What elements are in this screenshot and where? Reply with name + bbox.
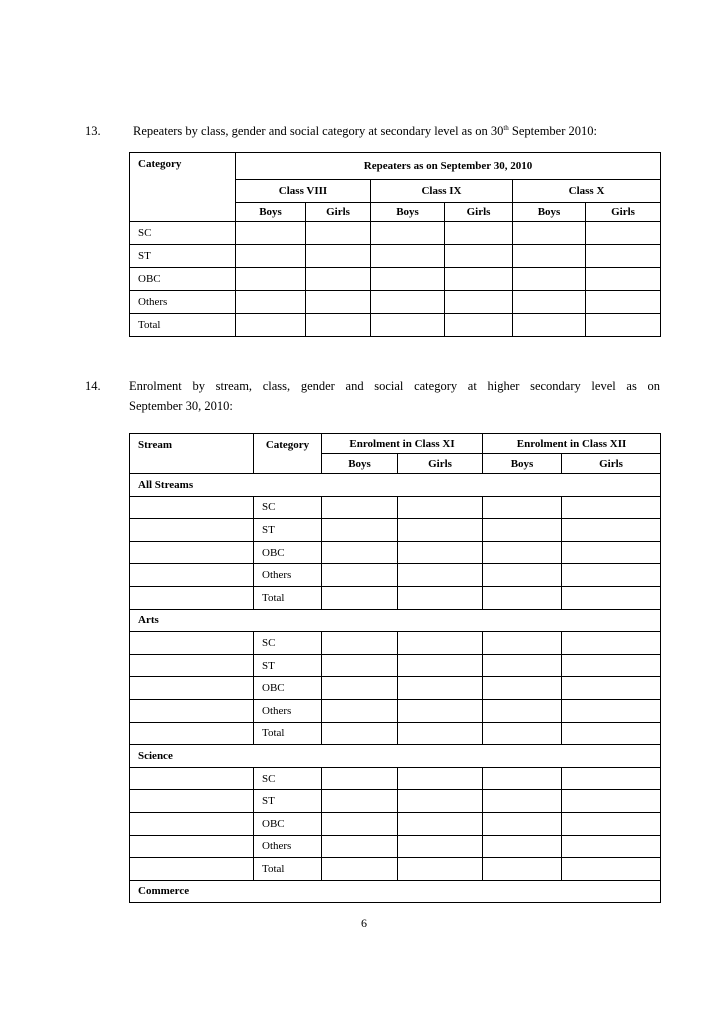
- category-header: Category: [130, 153, 236, 222]
- input-cell[interactable]: [322, 790, 398, 813]
- question-number: 14.: [85, 379, 101, 393]
- input-cell[interactable]: [322, 519, 398, 542]
- input-cell[interactable]: [586, 291, 661, 314]
- input-cell[interactable]: [306, 314, 371, 337]
- repeaters-header: Repeaters as on September 30, 2010: [236, 153, 661, 180]
- input-cell[interactable]: [483, 767, 562, 790]
- girls-header: Girls: [398, 454, 483, 474]
- input-cell[interactable]: [398, 654, 483, 677]
- input-cell[interactable]: [371, 268, 445, 291]
- row-label: Others: [130, 291, 236, 314]
- input-cell[interactable]: [562, 564, 661, 587]
- input-cell[interactable]: [398, 632, 483, 655]
- input-cell[interactable]: [398, 564, 483, 587]
- input-cell[interactable]: [562, 541, 661, 564]
- input-cell[interactable]: [483, 677, 562, 700]
- input-cell[interactable]: [513, 222, 586, 245]
- stream-label: Science: [130, 745, 661, 768]
- table-row: [130, 654, 661, 677]
- stream-label: Commerce: [130, 880, 661, 903]
- girls-header: Girls: [562, 454, 661, 474]
- category-label: Total: [254, 858, 322, 881]
- input-cell[interactable]: [398, 858, 483, 881]
- boys-header: Boys: [483, 454, 562, 474]
- class-ix-header: Class IX: [371, 180, 513, 203]
- input-cell[interactable]: [483, 654, 562, 677]
- input-cell[interactable]: [562, 767, 661, 790]
- input-cell[interactable]: [586, 245, 661, 268]
- input-cell[interactable]: [322, 677, 398, 700]
- table-row: [130, 519, 661, 542]
- question-14: [85, 376, 660, 418]
- table-row: [130, 586, 661, 609]
- category-label: OBC: [254, 541, 322, 564]
- row-label: ST: [130, 245, 236, 268]
- question-text-line: September 30, 2010:: [129, 399, 233, 413]
- input-cell[interactable]: [322, 496, 398, 519]
- input-cell[interactable]: [445, 222, 513, 245]
- input-cell[interactable]: [483, 586, 562, 609]
- stream-row: [130, 880, 661, 903]
- table-row: [130, 767, 661, 790]
- input-cell[interactable]: [130, 564, 254, 587]
- input-cell[interactable]: [130, 812, 254, 835]
- category-label: Total: [254, 586, 322, 609]
- input-cell[interactable]: [483, 722, 562, 745]
- input-cell[interactable]: [398, 699, 483, 722]
- table-row: [130, 835, 661, 858]
- category-label: SC: [254, 632, 322, 655]
- category-label: Total: [254, 722, 322, 745]
- stream-row: [130, 745, 661, 768]
- class-viii-header: Class VIII: [236, 180, 371, 203]
- input-cell[interactable]: [513, 291, 586, 314]
- input-cell[interactable]: [445, 245, 513, 268]
- input-cell[interactable]: [398, 722, 483, 745]
- input-cell[interactable]: [306, 291, 371, 314]
- input-cell[interactable]: [483, 812, 562, 835]
- input-cell[interactable]: [398, 496, 483, 519]
- boys-header: Boys: [236, 203, 306, 222]
- input-cell[interactable]: [236, 222, 306, 245]
- input-cell[interactable]: [562, 858, 661, 881]
- input-cell[interactable]: [130, 722, 254, 745]
- category-label: ST: [254, 519, 322, 542]
- input-cell[interactable]: [322, 699, 398, 722]
- input-cell[interactable]: [398, 519, 483, 542]
- class-xii-header: Enrolment in Class XII: [483, 434, 661, 454]
- stream-row: [130, 474, 661, 497]
- input-cell[interactable]: [586, 268, 661, 291]
- input-cell[interactable]: [562, 586, 661, 609]
- input-cell[interactable]: [483, 496, 562, 519]
- input-cell[interactable]: [586, 314, 661, 337]
- input-cell[interactable]: [398, 812, 483, 835]
- stream-header: Stream: [130, 434, 254, 474]
- category-label: ST: [254, 790, 322, 813]
- input-cell[interactable]: [398, 541, 483, 564]
- input-cell[interactable]: [562, 632, 661, 655]
- input-cell[interactable]: [513, 268, 586, 291]
- table-row: [130, 790, 661, 813]
- question-text: Repeaters by class, gender and social category at secondary level as on 30th September 2010:: [133, 123, 597, 138]
- input-cell[interactable]: [562, 654, 661, 677]
- table-row: [130, 858, 661, 881]
- input-cell[interactable]: [483, 541, 562, 564]
- table-row: [130, 245, 661, 268]
- input-cell[interactable]: [130, 496, 254, 519]
- input-cell[interactable]: [586, 222, 661, 245]
- girls-header: Girls: [445, 203, 513, 222]
- category-label: OBC: [254, 677, 322, 700]
- input-cell[interactable]: [398, 767, 483, 790]
- input-cell[interactable]: [322, 812, 398, 835]
- input-cell[interactable]: [371, 291, 445, 314]
- input-cell[interactable]: [445, 314, 513, 337]
- category-label: Others: [254, 699, 322, 722]
- category-label: Others: [254, 835, 322, 858]
- input-cell[interactable]: [130, 632, 254, 655]
- category-label: OBC: [254, 812, 322, 835]
- girls-header: Girls: [306, 203, 371, 222]
- input-cell[interactable]: [322, 586, 398, 609]
- input-cell[interactable]: [322, 722, 398, 745]
- input-cell[interactable]: [513, 245, 586, 268]
- enrolment-table: [129, 433, 661, 903]
- input-cell[interactable]: [322, 632, 398, 655]
- input-cell[interactable]: [130, 541, 254, 564]
- input-cell[interactable]: [130, 677, 254, 700]
- input-cell[interactable]: [306, 245, 371, 268]
- input-cell[interactable]: [130, 699, 254, 722]
- table-row: [130, 699, 661, 722]
- input-cell[interactable]: [398, 586, 483, 609]
- input-cell[interactable]: [483, 699, 562, 722]
- input-cell[interactable]: [483, 519, 562, 542]
- input-cell[interactable]: [306, 268, 371, 291]
- input-cell[interactable]: [483, 835, 562, 858]
- table-row: [130, 564, 661, 587]
- table-row: [130, 496, 661, 519]
- input-cell[interactable]: [236, 268, 306, 291]
- table-row: [130, 722, 661, 745]
- stream-label: Arts: [130, 609, 661, 632]
- category-label: ST: [254, 654, 322, 677]
- input-cell[interactable]: [322, 541, 398, 564]
- input-cell[interactable]: [371, 245, 445, 268]
- question-13: [85, 121, 685, 141]
- question-text-line: Enrolment by stream, class, gender and social category at higher secondary level as on: [129, 379, 660, 393]
- input-cell[interactable]: [483, 632, 562, 655]
- input-cell[interactable]: [562, 812, 661, 835]
- input-cell[interactable]: [562, 790, 661, 813]
- input-cell[interactable]: [562, 835, 661, 858]
- input-cell[interactable]: [130, 767, 254, 790]
- input-cell[interactable]: [322, 564, 398, 587]
- input-cell[interactable]: [562, 722, 661, 745]
- question-number: 13.: [85, 124, 101, 138]
- boys-header: Boys: [322, 454, 398, 474]
- input-cell[interactable]: [445, 268, 513, 291]
- girls-header: Girls: [586, 203, 661, 222]
- input-cell[interactable]: [562, 519, 661, 542]
- category-header: Category: [254, 434, 322, 474]
- category-label: SC: [254, 496, 322, 519]
- table-row: [130, 541, 661, 564]
- input-cell[interactable]: [513, 314, 586, 337]
- table-row: [130, 812, 661, 835]
- input-cell[interactable]: [236, 314, 306, 337]
- class-x-header: Class X: [513, 180, 661, 203]
- input-cell[interactable]: [562, 699, 661, 722]
- input-cell[interactable]: [483, 564, 562, 587]
- input-cell[interactable]: [130, 858, 254, 881]
- input-cell[interactable]: [322, 835, 398, 858]
- row-label: OBC: [130, 268, 236, 291]
- question-text: [129, 376, 660, 416]
- input-cell[interactable]: [371, 222, 445, 245]
- input-cell[interactable]: [371, 314, 445, 337]
- boys-header: Boys: [513, 203, 586, 222]
- input-cell[interactable]: [562, 496, 661, 519]
- stream-row: [130, 609, 661, 632]
- stream-label: All Streams: [130, 474, 661, 497]
- table-row: [130, 314, 661, 337]
- input-cell[interactable]: [483, 858, 562, 881]
- table-row: [130, 291, 661, 314]
- row-label: Total: [130, 314, 236, 337]
- input-cell[interactable]: [398, 790, 483, 813]
- input-cell[interactable]: [130, 654, 254, 677]
- table-row: [130, 632, 661, 655]
- table-row: [130, 677, 661, 700]
- input-cell[interactable]: [483, 790, 562, 813]
- input-cell[interactable]: [562, 677, 661, 700]
- input-cell[interactable]: [236, 245, 306, 268]
- input-cell[interactable]: [306, 222, 371, 245]
- class-xi-header: Enrolment in Class XI: [322, 434, 483, 454]
- input-cell[interactable]: [130, 519, 254, 542]
- input-cell[interactable]: [398, 835, 483, 858]
- input-cell[interactable]: [322, 858, 398, 881]
- repeaters-table: [129, 152, 661, 337]
- input-cell[interactable]: [130, 835, 254, 858]
- input-cell[interactable]: [398, 677, 483, 700]
- row-label: SC: [130, 222, 236, 245]
- input-cell[interactable]: [236, 291, 306, 314]
- page-number: 6: [361, 916, 367, 930]
- table-row: [130, 268, 661, 291]
- input-cell[interactable]: [130, 790, 254, 813]
- input-cell[interactable]: [130, 586, 254, 609]
- category-label: SC: [254, 767, 322, 790]
- category-label: Others: [254, 564, 322, 587]
- input-cell[interactable]: [322, 654, 398, 677]
- boys-header: Boys: [371, 203, 445, 222]
- table-row: [130, 222, 661, 245]
- input-cell[interactable]: [322, 767, 398, 790]
- input-cell[interactable]: [445, 291, 513, 314]
